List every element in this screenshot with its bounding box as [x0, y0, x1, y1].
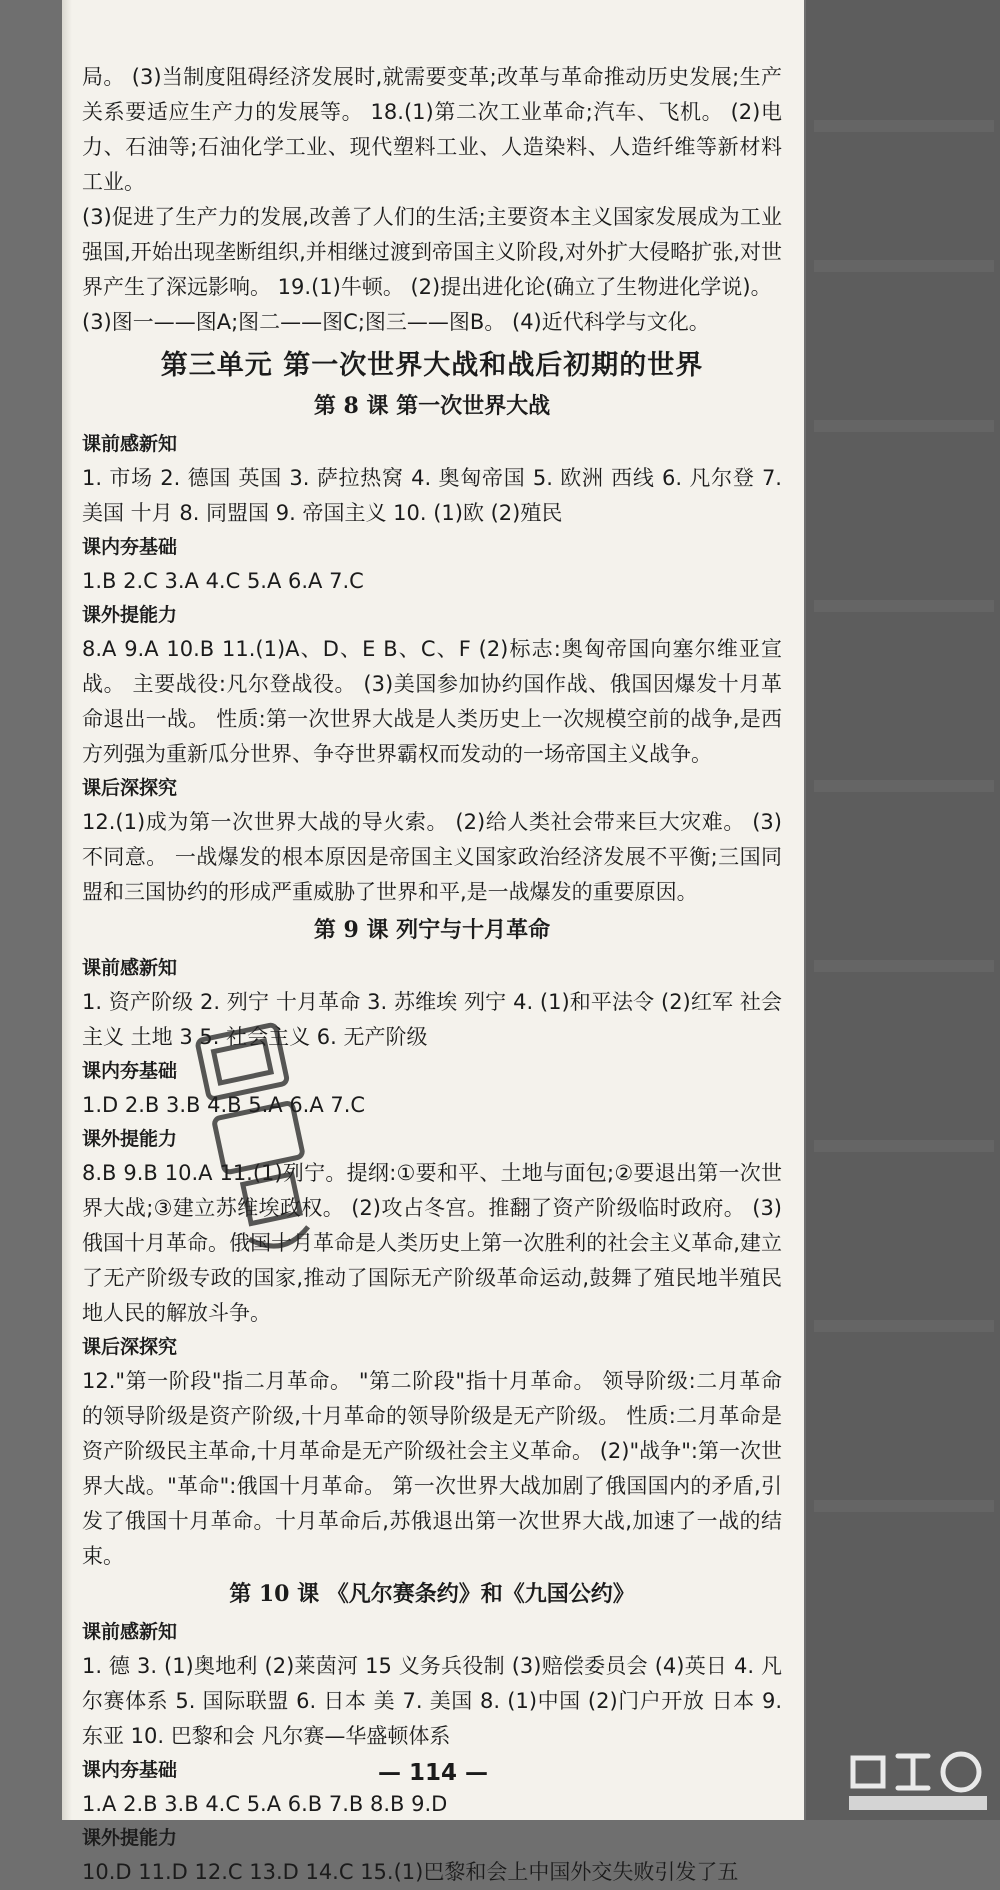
intro-paragraph-1: 局。 (3)当制度阻碍经济发展时,就需要变革;改革与革命推动历史发展;生产关系要适应生产力的发展等。 18.(1)第二次工业革命;汽车、飞机。 (2)电力、石油等;石油化学工业、现代塑料工业、人造染料、人造纤维等新材料工业。 — [82, 65, 782, 194]
page-number: — 114 — — [377, 1760, 489, 1786]
section-heading: 课外提能力 — [82, 604, 178, 626]
lesson-8-title: 第 8 课 第一次世界大战 — [313, 393, 551, 419]
section-body: 1. 资产阶级 2. 列宁 十月革命 3. 苏维埃 列宁 4. (1)和平法令 (2)红军 社会主义 土地 3 5. 社会主义 6. 无产阶级 — [82, 990, 782, 1049]
section-heading: 课外提能力 — [82, 1128, 178, 1150]
section-heading: 课后深探究 — [82, 1336, 178, 1358]
lesson-10-title: 第 10 课 《凡尔赛条约》和《九国公约》 — [229, 1581, 635, 1607]
section-heading: 课前感新知 — [82, 433, 178, 455]
section-body: 1.A 2.B 3.B 4.C 5.A 6.B 7.B 8.B 9.D — [82, 1792, 448, 1816]
section-heading: 课内夯基础 — [82, 536, 178, 558]
section-body: 1.B 2.C 3.A 4.C 5.A 6.A 7.C — [82, 569, 364, 593]
section-heading: 课前感新知 — [82, 957, 178, 979]
section-body: 1. 德 3. (1)奥地利 (2)莱茵河 15 义务兵役制 (3)赔偿委员会 (4)英日 4. 凡尔赛体系 5. 国际联盟 6. 日本 美 7. 美国 8. (1)中国 (2)门户开放 日本 9. 东亚 10. 巴黎和会 凡尔赛—华盛顿体系 — [82, 1654, 782, 1748]
adjacent-page-bleed — [806, 0, 1000, 1820]
section-heading: 课前感新知 — [82, 1621, 178, 1643]
section-body: 12.(1)成为第一次世界大战的导火索。 (2)给人类社会带来巨大灾难。 (3)不同意。 一战爆发的根本原因是帝国主义国家政治经济发展不平衡;三国同盟和三国协约的形成严重威胁了世界和平,是一战爆发的重要原因。 — [82, 810, 782, 904]
corner-watermark-logo — [843, 1746, 993, 1814]
intro-paragraph-3: (3)图一——图A;图二——图C;图三——图B。 (4)近代科学与文化。 — [82, 310, 710, 334]
section-body: 10.D 11.D 12.C 13.D 14.C 15.(1)巴黎和会上中国外交失败引发了五 — [82, 1860, 739, 1884]
page-content — [82, 60, 782, 1890]
unit-title: 第三单元 第一次世界大战和战后初期的世界 — [160, 350, 704, 381]
lesson-9-title: 第 9 课 列宁与十月革命 — [313, 917, 551, 943]
section-body: 8.B 9.B 10.A 11.(1)列宁。提纲:①要和平、土地与面包;②要退出第一次世界大战;③建立苏维埃政权。 (2)攻占冬宫。推翻了资产阶级临时政府。 (3)俄国十月革命。俄国十月革命是人类历史上第一次胜利的社会主义革命,建立了无产阶级专政的国家,推动了国际无产阶级革命运动,鼓舞了殖民地半殖民地人民的解放斗争。 — [82, 1161, 782, 1325]
page-gutter-shadow — [62, 0, 72, 1820]
section-heading: 课内夯基础 — [82, 1060, 178, 1082]
section-heading: 课外提能力 — [82, 1827, 178, 1849]
section-heading: 课后深探究 — [82, 777, 178, 799]
section-heading: 课内夯基础 — [82, 1759, 178, 1781]
section-body: 8.A 9.A 10.B 11.(1)A、D、E B、C、F (2)标志:奥匈帝国向塞尔维亚宣战。 主要战役:凡尔登战役。 (3)美国参加协约国作战、俄国因爆发十月革命退出一战。 性质:第一次世界大战是人类历史上一次规模空前的战争,是西方列强为重新瓜分世界、争夺世界霸权而发动的一场帝国主义战争。 — [82, 637, 782, 766]
intro-paragraph-2: (3)促进了生产力的发展,改善了人们的生活;主要资本主义国家发展成为工业强国,开始出现垄断组织,并相继过渡到帝国主义阶段,对外扩大侵略扩张,对世界产生了深远影响。 19.(1)牛顿。 (2)提出进化论(确立了生物进化学说)。 — [82, 205, 782, 299]
section-body: 12."第一阶段"指二月革命。 "第二阶段"指十月革命。 领导阶级:二月革命的领导阶级是资产阶级,十月革命的领导阶级是无产阶级。 性质:二月革命是资产阶级民主革命,十月革命是无产阶级社会主义革命。 (2)"战争":第一次世界大战。"革命":俄国十月革命。 第一次世界大战加剧了俄国国内的矛盾,引发了俄国十月革命。十月革命后,苏俄退出第一次世界大战,加速了一战的结束。 — [82, 1369, 782, 1568]
watermark-stamp — [190, 1020, 330, 1270]
section-body: 1. 市场 2. 德国 英国 3. 萨拉热窝 4. 奥匈帝国 5. 欧洲 西线 6. 凡尔登 7. 美国 十月 8. 同盟国 9. 帝国主义 10. (1)欧 (2)殖民 — [82, 466, 782, 525]
section-body: 1.D 2.B 3.B 4.B 5.A 6.A 7.C — [82, 1093, 366, 1117]
